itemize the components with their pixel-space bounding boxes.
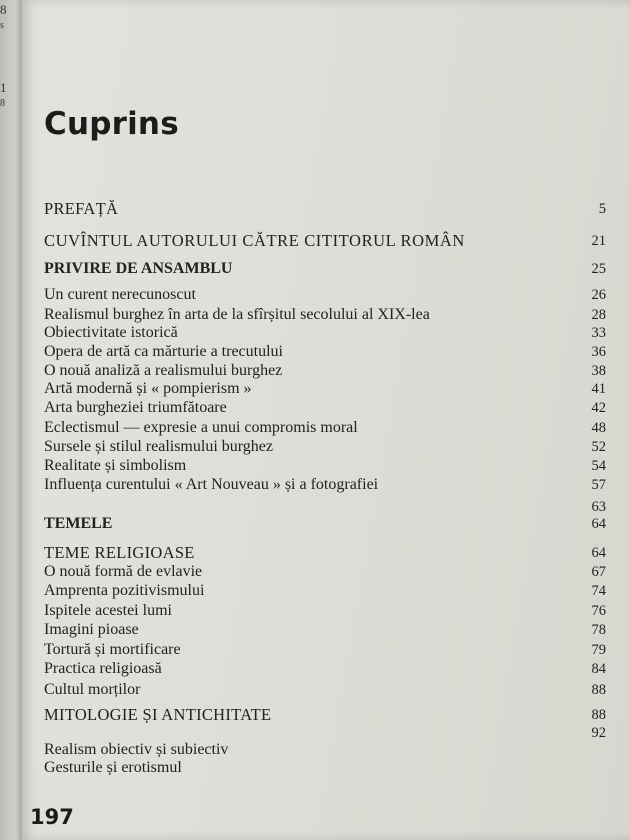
toc-entry-title: Amprenta pozitivismului bbox=[44, 582, 205, 599]
toc-entry-title: Practica religioasă bbox=[44, 660, 162, 677]
toc-entry-title: Cultul morților bbox=[44, 681, 141, 698]
edge-mark: 1 bbox=[0, 80, 7, 95]
toc-entry-title: Arta burgheziei triumfătoare bbox=[44, 399, 227, 416]
toc-entry-title: Artă modernă și « pompierism » bbox=[44, 380, 252, 397]
toc-entry-page: 57 bbox=[591, 477, 606, 493]
toc-entry-page: 92 bbox=[591, 725, 606, 741]
edge-mark: 8 bbox=[0, 2, 7, 17]
toc-entry-page: 79 bbox=[591, 642, 606, 658]
toc-entry bbox=[22, 659, 630, 679]
edge-mark: 8 bbox=[0, 98, 5, 109]
toc-entry-title: Realism obiectiv și subiectiv bbox=[44, 741, 229, 758]
toc-entry-page: 33 bbox=[591, 325, 606, 341]
toc-entry-title: Obiectivitate istorică bbox=[44, 324, 178, 341]
toc-entry-page: 64 bbox=[591, 545, 606, 561]
page-number: 197 bbox=[30, 805, 74, 829]
toc-entry-page: 26 bbox=[591, 287, 606, 303]
toc-entry bbox=[22, 620, 630, 640]
toc-entry-title: Gesturile și erotismul bbox=[44, 759, 182, 776]
toc-entry bbox=[22, 514, 630, 534]
toc-entry bbox=[22, 705, 630, 725]
toc-entry bbox=[22, 581, 630, 601]
toc-entry-title: TEMELE bbox=[44, 515, 113, 532]
toc-entry bbox=[22, 640, 630, 660]
toc-entry-title: TEME RELIGIOASE bbox=[44, 543, 195, 562]
toc-entry bbox=[22, 231, 630, 251]
facing-page-edge bbox=[0, 0, 22, 840]
toc-entry-page: 25 bbox=[591, 261, 606, 277]
toc-entry bbox=[22, 323, 630, 343]
toc-entry-page: 74 bbox=[591, 583, 606, 599]
toc-entry-title: PREFAȚĂ bbox=[44, 199, 119, 218]
toc-entry-page: 84 bbox=[591, 661, 606, 677]
toc-entry-page: 88 bbox=[591, 682, 606, 698]
toc-entry-title: Tortură și mortificare bbox=[44, 641, 181, 658]
toc-entry-title: O nouă analiză a realismului burghez bbox=[44, 362, 283, 379]
toc-entry-title: Eclectismul — expresie a unui compromis moral bbox=[44, 419, 358, 436]
toc-entry-title: Opera de artă ca mărturie a trecutului bbox=[44, 343, 283, 360]
toc-entry-page: 48 bbox=[591, 420, 606, 436]
toc-entry bbox=[22, 342, 630, 362]
toc-entry-title: Influența curentului « Art Nouveau » și a fotografiei bbox=[44, 476, 379, 493]
toc-entry-page: 54 bbox=[591, 458, 606, 474]
toc-entry bbox=[22, 259, 630, 279]
toc-entry bbox=[22, 562, 630, 582]
toc-entry bbox=[22, 361, 630, 381]
book-page bbox=[22, 0, 630, 840]
toc-entry bbox=[22, 680, 630, 700]
toc-entry-title: MITOLOGIE ȘI ANTICHITATE bbox=[44, 705, 272, 724]
toc-entry-title: Sursele și stilul realismului burghez bbox=[44, 438, 274, 455]
toc-entry bbox=[22, 740, 630, 760]
toc-entry-page: 36 bbox=[591, 344, 606, 360]
toc-entry bbox=[22, 199, 630, 219]
toc-entry bbox=[22, 305, 630, 325]
toc-entry-title: Imagini pioase bbox=[44, 621, 139, 638]
toc-entry-title: Realismul burghez în arta de la sfîrșitul secolului al XIX-lea bbox=[44, 306, 430, 323]
toc-entry-page: 63 bbox=[591, 499, 606, 515]
toc-entry bbox=[22, 437, 630, 457]
toc-entry-page: 67 bbox=[591, 564, 606, 580]
toc-entry bbox=[22, 543, 630, 563]
toc-entry-page: 38 bbox=[591, 363, 606, 379]
toc-entry bbox=[22, 475, 630, 495]
toc-entry bbox=[22, 456, 630, 476]
toc-entry-page: 28 bbox=[591, 307, 606, 323]
toc-entry-title: Ispitele acestei lumi bbox=[44, 602, 172, 619]
toc-entry-page: 5 bbox=[598, 201, 606, 217]
toc-entry bbox=[22, 398, 630, 418]
toc-entry-page: 88 bbox=[591, 707, 606, 723]
toc-entry-page: 42 bbox=[591, 400, 606, 416]
toc-entry-page: 52 bbox=[591, 439, 606, 455]
toc-entry-page: 21 bbox=[591, 233, 606, 249]
toc-entry bbox=[22, 379, 630, 399]
toc-entry-title: Realitate și simbolism bbox=[44, 457, 187, 474]
toc-entry-title: O nouă formă de evlavie bbox=[44, 563, 203, 580]
toc-entry-title: PRIVIRE DE ANSAMBLU bbox=[44, 260, 233, 277]
toc-entry-page: 64 bbox=[591, 516, 606, 532]
toc-entry-title: CUVÎNTUL AUTORULUI CĂTRE CITITORUL ROMÂN bbox=[44, 231, 465, 250]
toc-entry-page: 76 bbox=[591, 603, 606, 619]
toc-entry bbox=[22, 285, 630, 305]
edge-mark: s bbox=[0, 20, 4, 31]
toc-entry-page: 41 bbox=[591, 381, 606, 397]
page-title: Cuprins bbox=[44, 106, 179, 142]
toc-entry bbox=[22, 418, 630, 438]
toc-entry bbox=[22, 601, 630, 621]
toc-entry-page: 78 bbox=[591, 622, 606, 638]
toc-entry-title: Un curent nerecunoscut bbox=[44, 286, 196, 303]
toc-entry bbox=[22, 758, 630, 778]
